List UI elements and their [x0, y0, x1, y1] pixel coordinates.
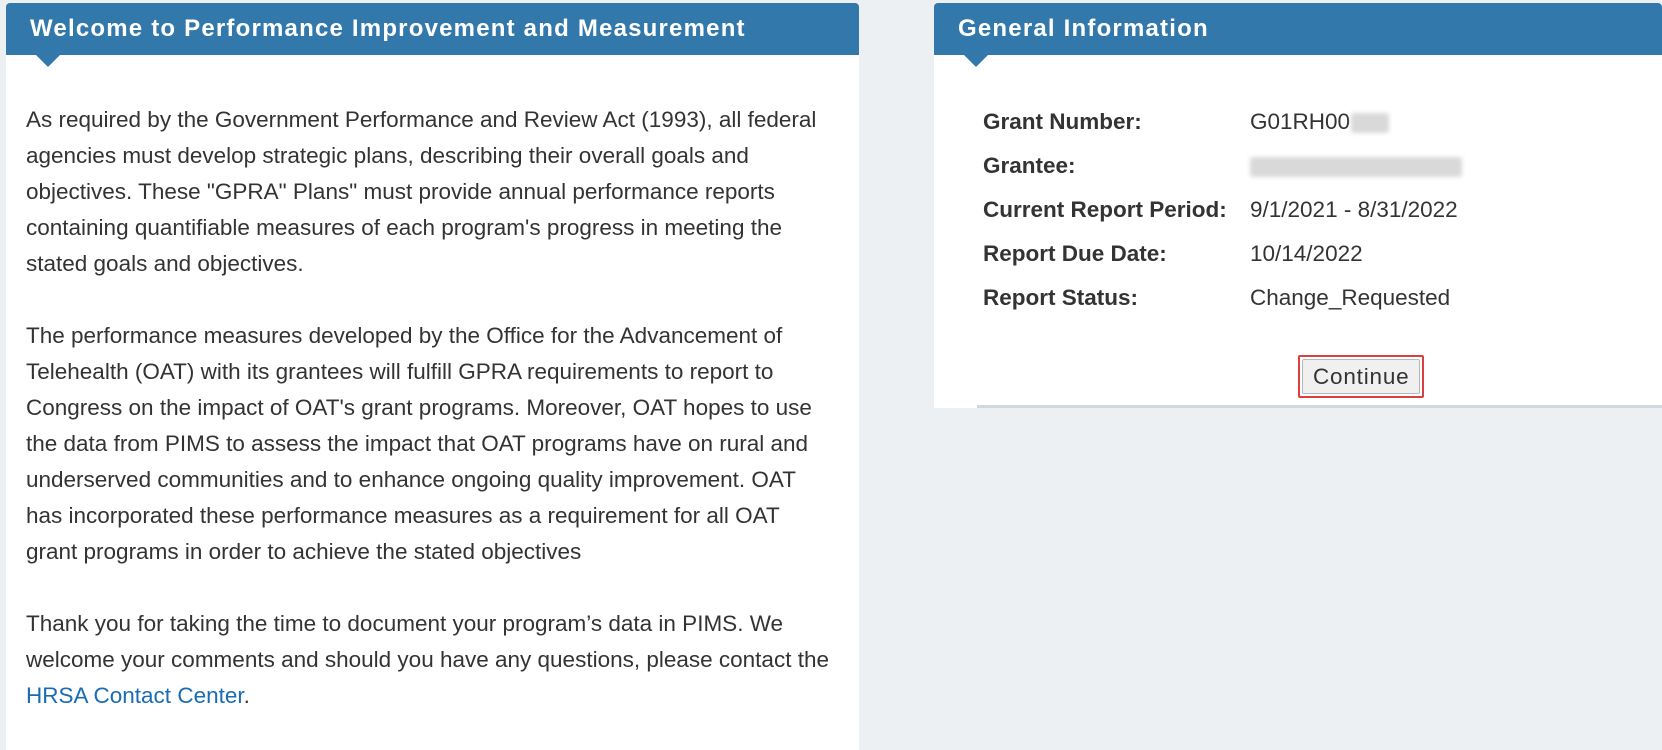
- welcome-panel: [6, 3, 859, 750]
- current-report-period-row: [983, 188, 1462, 232]
- general-information-table: [983, 100, 1462, 320]
- grantee-redacted: [1250, 157, 1462, 177]
- current-report-period-label: Current Report Period:: [983, 197, 1227, 222]
- grant-number-row: [983, 100, 1462, 144]
- continue-button[interactable]: Continue: [1302, 359, 1420, 394]
- current-report-period-value: 9/1/2021 - 8/31/2022: [1250, 197, 1458, 222]
- thank-you-text: Thank you for taking the time to document your program’s data in PIMS. We welcome your comments and should you have any questions, please contact the: [26, 611, 829, 672]
- grantee-row: [983, 144, 1462, 188]
- welcome-title: Welcome to Performance Improvement and Measurement: [30, 15, 746, 42]
- welcome-header: [6, 3, 859, 55]
- thank-you-end: .: [243, 683, 250, 708]
- header-notch: [36, 55, 60, 67]
- header-notch: [964, 55, 988, 67]
- report-status-value: Change_Requested: [1250, 285, 1451, 310]
- continue-highlight: [1298, 355, 1424, 398]
- grant-number-visible: G01RH00: [1250, 109, 1351, 134]
- hrsa-contact-center-link[interactable]: HRSA Contact Center: [26, 683, 244, 708]
- general-information-panel: [934, 3, 1662, 408]
- welcome-body: [6, 55, 859, 714]
- report-due-date-row: [983, 232, 1462, 276]
- report-due-date-label: Report Due Date:: [983, 241, 1167, 266]
- general-information-header: [934, 3, 1662, 55]
- panel-divider: [977, 405, 1662, 408]
- report-due-date-value: 10/14/2022: [1250, 241, 1363, 266]
- thank-you-paragraph: [26, 606, 833, 714]
- report-status-label: Report Status:: [983, 285, 1139, 310]
- report-status-row: [983, 276, 1462, 320]
- grantee-value: [1250, 153, 1462, 179]
- grant-number-value: [1250, 109, 1389, 135]
- gpra-paragraph: As required by the Government Performance and Review Act (1993), all federal agencies must develop strategic plans, describing their overall goals and objectives. These "GPRA" Plans" must provide annual performance reports containing quantifiable measures of each program's progress in meeting the stated goals and objectives.: [26, 107, 817, 276]
- grantee-label: Grantee:: [983, 153, 1076, 178]
- grant-number-redacted: [1351, 113, 1389, 133]
- oat-paragraph: The performance measures developed by the Office for the Advancement of Telehealth (OAT) with its grantees will fulfill GPRA requirements to report to Congress on the impact of OAT's grant programs. Moreover, OAT hopes to use the data from PIMS to assess the impact that OAT programs have on rural and underserved communities and to enhance ongoing quality improvement. OAT has incorporated these performance measures as a requirement for all OAT grant programs in order to achieve the stated objectives: [26, 323, 812, 564]
- general-information-title: General Information: [958, 15, 1209, 42]
- grant-number-label: Grant Number:: [983, 109, 1142, 134]
